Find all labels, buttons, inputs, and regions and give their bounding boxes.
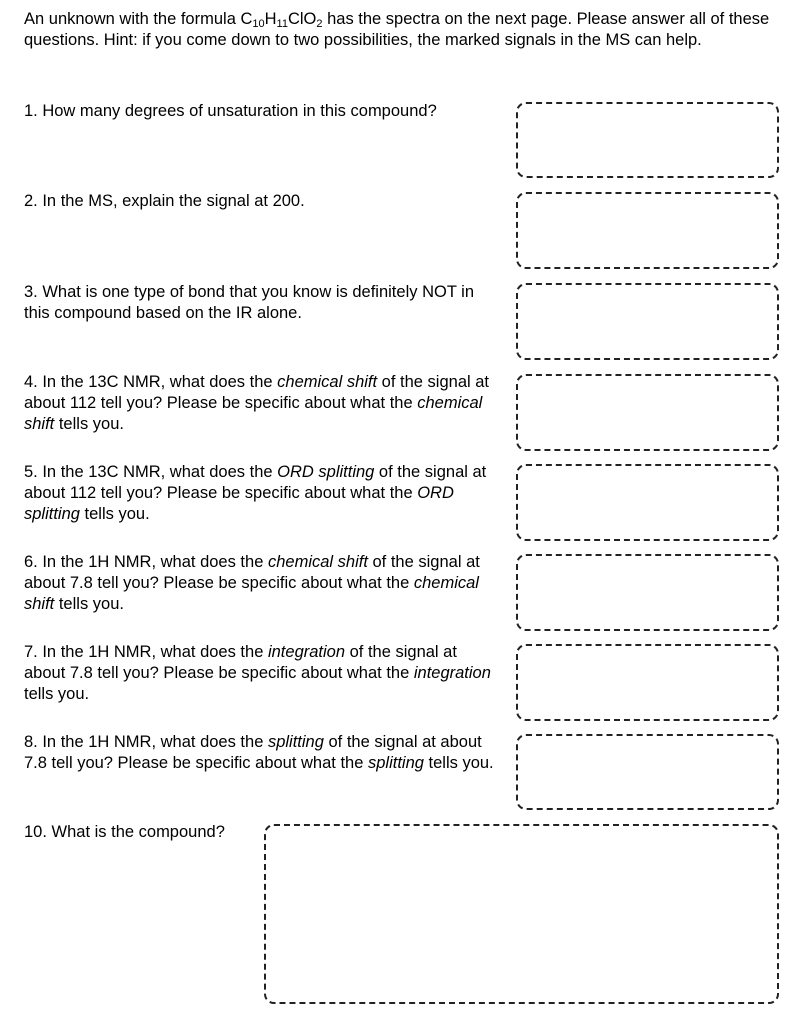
answer-box-3[interactable] <box>516 283 779 360</box>
question-10 <box>24 822 264 843</box>
question-5 <box>24 462 494 525</box>
question-5-text-c: tells you. <box>79 505 150 523</box>
answer-box-10[interactable] <box>264 824 779 1004</box>
question-1-text: 1. How many degrees of unsaturation in this compound? <box>24 102 437 120</box>
answer-box-1[interactable] <box>516 102 779 178</box>
question-5-term-2: ORD splitting <box>24 484 454 523</box>
answer-box-8[interactable] <box>516 734 779 810</box>
question-10-text: 10. What is the compound? <box>24 823 225 841</box>
question-4 <box>24 372 494 435</box>
formula-h: H <box>264 10 277 28</box>
formula <box>240 10 322 28</box>
question-6-term: chemical shift <box>267 553 368 571</box>
question-2-text: 2. In the MS, explain the signal at 200. <box>24 192 305 210</box>
question-5-term: ORD splitting <box>277 463 375 481</box>
question-6-text-c: tells you. <box>54 595 124 613</box>
question-3 <box>24 282 494 324</box>
question-1 <box>24 101 494 122</box>
intro-suffix: has the spectra on the next page. Please answer all of these questions. Hint: if you come down to two possibilities, the marked signals in the MS can help. <box>24 10 770 49</box>
question-7 <box>24 642 494 705</box>
question-7-text-c: tells you. <box>24 685 90 703</box>
question-6 <box>24 552 494 615</box>
question-8-term-2: splitting <box>367 754 424 772</box>
question-6-text-a: 6. In the 1H NMR, what does the <box>24 553 268 571</box>
question-8-text-c: tells you. <box>423 754 494 772</box>
answer-box-5[interactable] <box>516 464 779 541</box>
question-8 <box>24 732 494 774</box>
question-4-text-a: 4. In the 13C NMR, what does the <box>24 373 278 391</box>
answer-box-7[interactable] <box>516 644 779 721</box>
answer-box-6[interactable] <box>516 554 779 631</box>
question-8-term: splitting <box>267 733 324 751</box>
formula-c-count: 10 <box>252 18 265 30</box>
question-4-term: chemical shift <box>277 373 378 391</box>
question-4-text-b: of the signal at about 112 tell you? Please be specific about what the <box>24 373 490 412</box>
question-4-term-2: chemical shift <box>24 394 483 433</box>
question-7-term-2: integration <box>413 664 491 682</box>
formula-c: C <box>240 10 253 28</box>
formula-o-count: 2 <box>316 18 323 30</box>
question-7-term: integration <box>267 643 346 661</box>
question-2 <box>24 191 494 212</box>
question-8-text-b: of the signal at about 7.8 tell you? Please be specific about what the <box>24 733 482 772</box>
question-6-text-b: of the signal at about 7.8 tell you? Please be specific about what the <box>24 553 480 592</box>
question-7-text-b: of the signal at about 7.8 tell you? Please be specific about what the <box>24 643 457 682</box>
question-6-term-2: chemical shift <box>24 574 479 613</box>
answer-box-2[interactable] <box>516 192 779 269</box>
question-3-text: 3. What is one type of bond that you know is definitely NOT in this compound based on the IR alone. <box>24 283 475 322</box>
question-8-text-a: 8. In the 1H NMR, what does the <box>24 733 268 751</box>
intro-prefix: An unknown with the formula <box>24 10 241 28</box>
question-5-text-a: 5. In the 13C NMR, what does the <box>24 463 278 481</box>
question-5-text-b: of the signal at about 112 tell you? Please be specific about what the <box>24 463 487 502</box>
question-4-text-c: tells you. <box>54 415 124 433</box>
question-7-text-a: 7. In the 1H NMR, what does the <box>24 643 268 661</box>
formula-h-count: 11 <box>276 18 288 30</box>
answer-box-4[interactable] <box>516 374 779 451</box>
formula-clo: ClO <box>287 10 317 28</box>
intro-paragraph <box>24 9 794 51</box>
